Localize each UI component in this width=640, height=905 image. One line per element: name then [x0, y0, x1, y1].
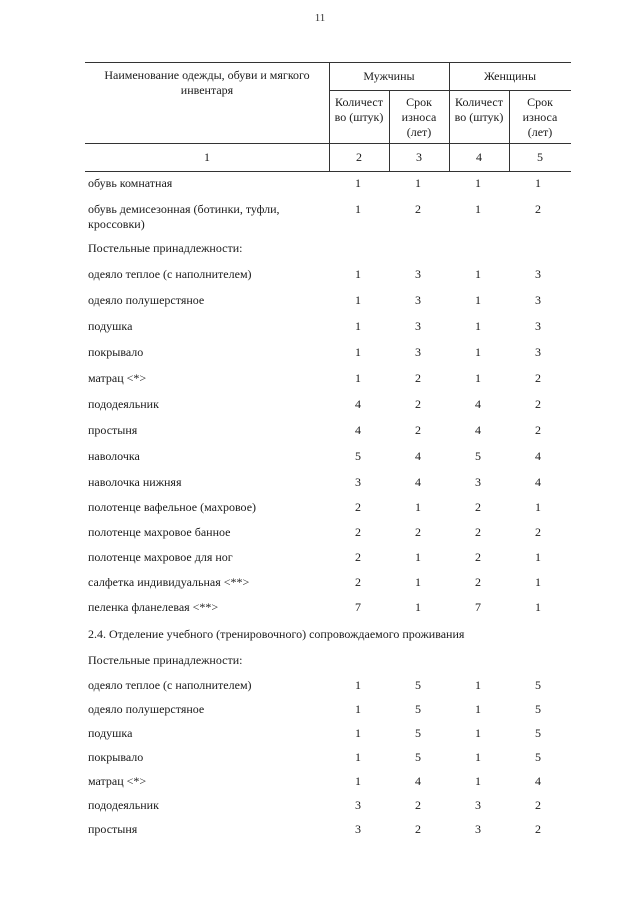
col-number-4: 4: [476, 150, 482, 164]
women-term: 5: [535, 750, 541, 764]
women-qty: 1: [475, 750, 481, 764]
men-qty: 7: [355, 600, 361, 614]
women-term: 1: [535, 575, 541, 589]
men-term: 2: [415, 423, 421, 437]
women-qty: 1: [475, 267, 481, 281]
item-name: матрац <*>: [88, 371, 147, 385]
men-qty: 2: [355, 500, 361, 514]
women-term: 2: [535, 822, 541, 836]
men-qty: 3: [355, 822, 361, 836]
women-term: 5: [535, 726, 541, 740]
women-qty: 3: [475, 475, 481, 489]
men-qty: 1: [355, 726, 361, 740]
men-qty: 1: [355, 371, 361, 385]
women-term: 2: [535, 371, 541, 385]
col-number-3: 3: [416, 150, 422, 164]
women-qty: 1: [475, 202, 481, 216]
men-term: 5: [415, 750, 421, 764]
item-name: покрывало: [88, 345, 144, 359]
men-qty: 1: [355, 678, 361, 692]
women-qty: 2: [475, 500, 481, 514]
men-term: 1: [415, 600, 421, 614]
men-term: 2: [415, 822, 421, 836]
men-qty: 1: [355, 293, 361, 307]
header-men-term: Срок износа (лет): [401, 95, 437, 139]
women-qty: 1: [475, 371, 481, 385]
women-term: 3: [535, 345, 541, 359]
item-name: полотенце махровое для ног: [88, 550, 233, 564]
item-name: наволочка: [88, 449, 140, 463]
men-qty: 1: [355, 750, 361, 764]
item-name: пододеяльник: [88, 397, 159, 411]
men-qty: 2: [355, 525, 361, 539]
item-name: одеяло теплое (с наполнителем): [88, 678, 252, 692]
item-name: одеяло теплое (с наполнителем): [88, 267, 252, 281]
header-top-border: [85, 62, 571, 63]
women-term: 3: [535, 267, 541, 281]
item-name: салфетка индивидуальная <**>: [88, 575, 250, 589]
women-qty: 4: [475, 397, 481, 411]
women-qty: 1: [475, 345, 481, 359]
item-name: подушка: [88, 319, 133, 333]
men-term: 3: [415, 293, 421, 307]
women-qty: 1: [475, 702, 481, 716]
men-qty: 2: [355, 575, 361, 589]
men-term: 3: [415, 319, 421, 333]
item-name: одеяло полушерстяное: [88, 702, 205, 716]
women-term: 4: [535, 774, 541, 788]
women-qty: 2: [475, 525, 481, 539]
table-header: [85, 62, 571, 172]
header-bottom-border: [85, 171, 571, 172]
men-term: 1: [415, 575, 421, 589]
women-term: 5: [535, 702, 541, 716]
men-term: 3: [415, 345, 421, 359]
women-term: 5: [535, 678, 541, 692]
men-term: 2: [415, 397, 421, 411]
header-name-column: Наименование одежды, обуви и мягкого инвентаря: [104, 68, 310, 97]
women-term: 1: [535, 176, 541, 190]
item-name: полотенце махровое банное: [88, 525, 231, 539]
women-qty: 3: [475, 822, 481, 836]
men-qty: 1: [355, 702, 361, 716]
women-term: 1: [535, 500, 541, 514]
header-men-qty: Количест во (штук): [334, 95, 384, 124]
bedding-label: Постельные принадлежности:: [88, 653, 243, 667]
header-women-qty: Количест во (штук): [454, 95, 504, 124]
women-term: 2: [535, 397, 541, 411]
women-qty: 2: [475, 575, 481, 589]
men-term: 1: [415, 176, 421, 190]
col-number-5: 5: [537, 150, 543, 164]
item-name: простыня: [88, 423, 138, 437]
item-name: подушка: [88, 726, 133, 740]
men-qty: 3: [355, 798, 361, 812]
men-term: 2: [415, 371, 421, 385]
men-term: 1: [415, 550, 421, 564]
men-qty: 5: [355, 449, 361, 463]
women-qty: 7: [475, 600, 481, 614]
women-term: 4: [535, 475, 541, 489]
item-name: простыня: [88, 822, 138, 836]
header-group-divider: [329, 90, 571, 91]
header-women-term: Срок износа (лет): [522, 95, 558, 139]
women-qty: 1: [475, 678, 481, 692]
header-sub-divider: [85, 143, 571, 144]
women-qty: 1: [475, 726, 481, 740]
col-number-1: 1: [204, 150, 210, 164]
men-qty: 2: [355, 550, 361, 564]
women-term: 2: [535, 798, 541, 812]
men-qty: 4: [355, 397, 361, 411]
men-term: 4: [415, 475, 421, 489]
item-name: пододеяльник: [88, 798, 159, 812]
men-term: 5: [415, 726, 421, 740]
men-term: 3: [415, 267, 421, 281]
men-qty: 1: [355, 202, 361, 216]
women-qty: 2: [475, 550, 481, 564]
women-term: 2: [535, 423, 541, 437]
men-qty: 1: [355, 774, 361, 788]
men-term: 4: [415, 774, 421, 788]
women-term: 4: [535, 449, 541, 463]
men-term: 1: [415, 500, 421, 514]
women-term: 1: [535, 600, 541, 614]
section-title: 2.4. Отделение учебного (тренировочного) сопровождаемого проживания: [88, 627, 465, 641]
women-qty: 1: [475, 293, 481, 307]
men-term: 5: [415, 702, 421, 716]
men-qty: 3: [355, 475, 361, 489]
page-number: 11: [314, 12, 326, 24]
header-men: Мужчины: [363, 69, 415, 83]
women-term: 2: [535, 525, 541, 539]
women-term: 3: [535, 319, 541, 333]
item-name: матрац <*>: [88, 774, 147, 788]
men-term: 2: [415, 798, 421, 812]
item-name: полотенце вафельное (махровое): [88, 500, 257, 514]
men-term: 2: [415, 202, 421, 216]
men-term: 4: [415, 449, 421, 463]
women-qty: 3: [475, 798, 481, 812]
men-term: 2: [415, 525, 421, 539]
item-name: обувь комнатная: [88, 176, 173, 190]
men-qty: 1: [355, 267, 361, 281]
item-name: обувь демисезонная (ботинки, туфли, кроссовки): [88, 202, 280, 231]
item-name: покрывало: [88, 750, 144, 764]
col-number-2: 2: [356, 150, 362, 164]
women-term: 3: [535, 293, 541, 307]
item-name: Постельные принадлежности:: [88, 241, 243, 255]
men-term: 5: [415, 678, 421, 692]
men-qty: 4: [355, 423, 361, 437]
item-name: одеяло полушерстяное: [88, 293, 205, 307]
women-qty: 1: [475, 774, 481, 788]
item-name: наволочка нижняя: [88, 475, 182, 489]
men-qty: 1: [355, 345, 361, 359]
women-qty: 4: [475, 423, 481, 437]
item-name: пеленка фланелевая <**>: [88, 600, 219, 614]
header-women: Женщины: [483, 69, 537, 83]
men-qty: 1: [355, 176, 361, 190]
women-qty: 1: [475, 176, 481, 190]
women-term: 2: [535, 202, 541, 216]
women-qty: 1: [475, 319, 481, 333]
men-qty: 1: [355, 319, 361, 333]
women-term: 1: [535, 550, 541, 564]
women-qty: 5: [475, 449, 481, 463]
